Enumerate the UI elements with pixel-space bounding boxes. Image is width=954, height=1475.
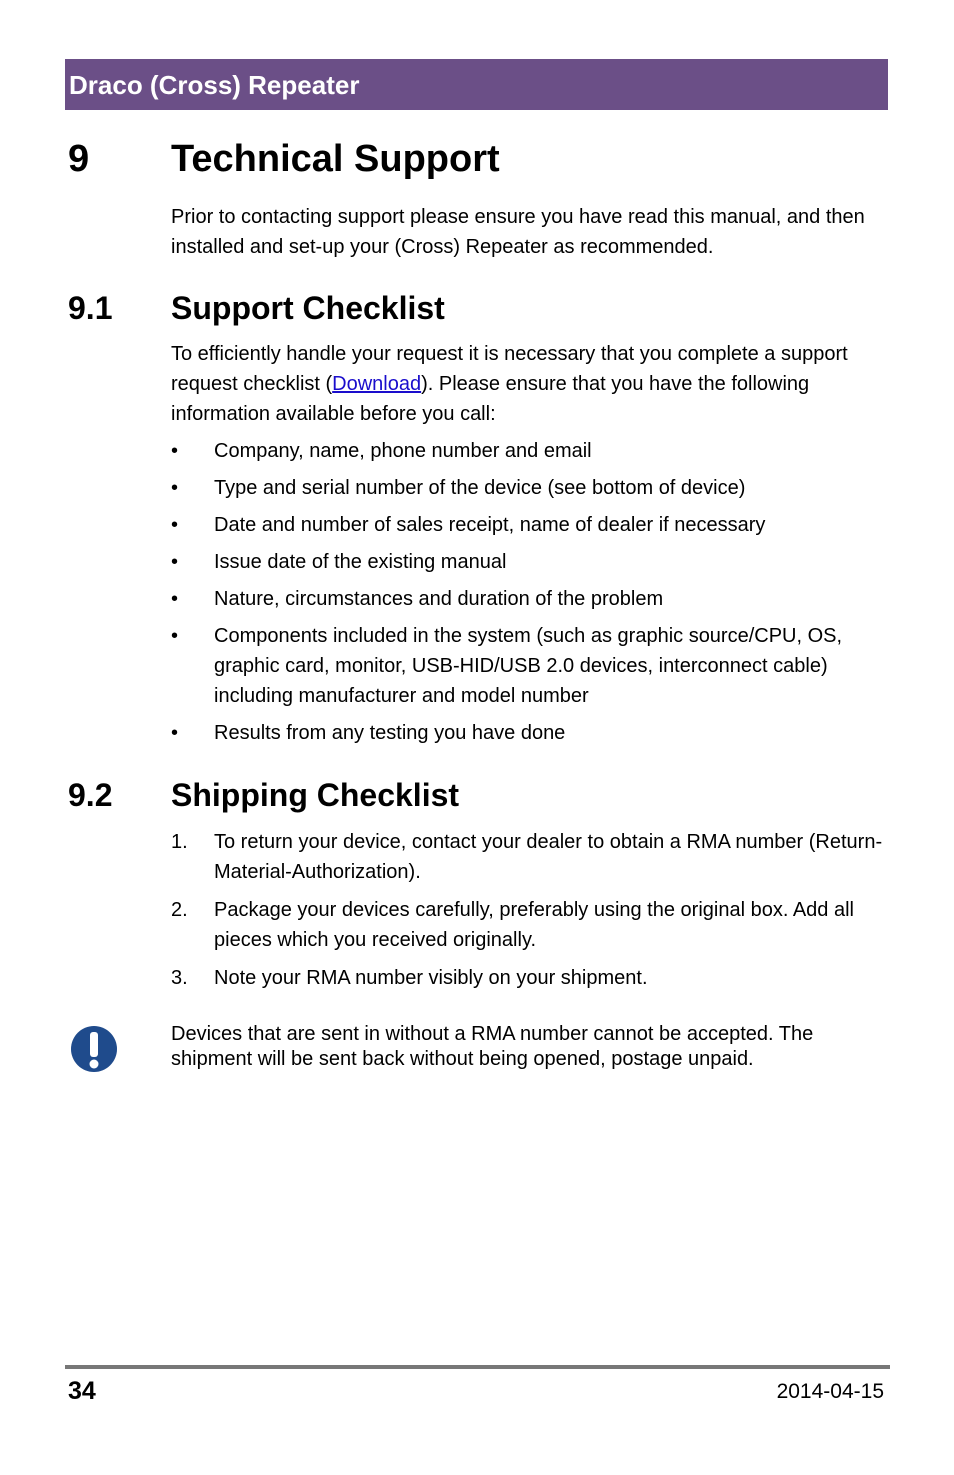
step-text: To return your device, contact your dealer to obtain a RMA number (Return-Material-Authorization).	[214, 831, 883, 883]
step-text: Package your devices carefully, preferably using the original box. Add all pieces which you received originally.	[214, 899, 854, 951]
list-item-text: Components included in the system (such as graphic source/CPU, OS, graphic card, monitor, USB-HID/USB 2.0 devices, interconnect cable) including manufacturer and model number	[214, 625, 843, 707]
bullet-marker: •	[171, 477, 179, 499]
support-intro	[171, 339, 883, 429]
bullet-marker: •	[171, 722, 179, 744]
list-item	[171, 895, 883, 955]
support-intro-before: To efficiently handle your request it is necessary that you complete a support request checklist (	[171, 343, 848, 395]
support-intro-after: ). Please ensure that you have the following information available before you call:	[171, 373, 810, 425]
list-item-text: Nature, circumstances and duration of the problem	[214, 588, 664, 610]
step-number: 2.	[171, 899, 188, 921]
list-item-text: Company, name, phone number and email	[214, 440, 592, 462]
list-item-text: Results from any testing you have done	[214, 722, 566, 744]
list-item	[171, 547, 883, 577]
bullet-marker: •	[171, 440, 179, 462]
list-item-text: Type and serial number of the device (see bottom of device)	[214, 477, 746, 499]
list-item-text: Issue date of the existing manual	[214, 551, 507, 573]
step-number: 3.	[171, 967, 188, 989]
list-item	[171, 584, 883, 614]
bullet-marker: •	[171, 514, 179, 536]
footer-divider	[65, 1365, 890, 1369]
section-intro: Prior to contacting support please ensure you have read this manual, and then installed and set-up your (Cross) Repeater as recommended.	[171, 206, 865, 258]
list-item	[171, 963, 883, 993]
list-item	[171, 621, 883, 711]
bullet-marker: •	[171, 551, 179, 573]
exclamation-icon	[70, 1024, 118, 1074]
section-title: Technical Support	[171, 138, 500, 180]
bullet-marker: •	[171, 588, 179, 610]
bullet-marker: •	[171, 625, 179, 647]
step-number: 1.	[171, 831, 188, 853]
list-item	[171, 718, 883, 748]
list-item-text: Date and number of sales receipt, name of dealer if necessary	[214, 514, 766, 536]
note-text: Devices that are sent in without a RMA number cannot be accepted. The shipment will be sent back without being opened, postage unpaid.	[171, 1023, 814, 1070]
list-item	[171, 473, 883, 503]
step-text: Note your RMA number visibly on your shipment.	[214, 967, 648, 989]
support-checklist	[171, 436, 883, 755]
support-title: Support Checklist	[171, 290, 445, 326]
header-bar	[65, 59, 888, 110]
support-number: 9.1	[68, 290, 113, 326]
header-title: Draco (Cross) Repeater	[69, 70, 360, 100]
list-item	[171, 827, 883, 887]
list-item	[171, 436, 883, 466]
footer-date: 2014-04-15	[776, 1380, 884, 1403]
page-number: 34	[68, 1377, 96, 1405]
download-link[interactable]: Download	[332, 373, 422, 395]
shipping-number: 9.2	[68, 777, 113, 813]
shipping-steps	[171, 827, 883, 1001]
list-item	[171, 510, 883, 540]
shipping-title: Shipping Checklist	[171, 777, 460, 813]
section-number: 9	[68, 138, 90, 180]
